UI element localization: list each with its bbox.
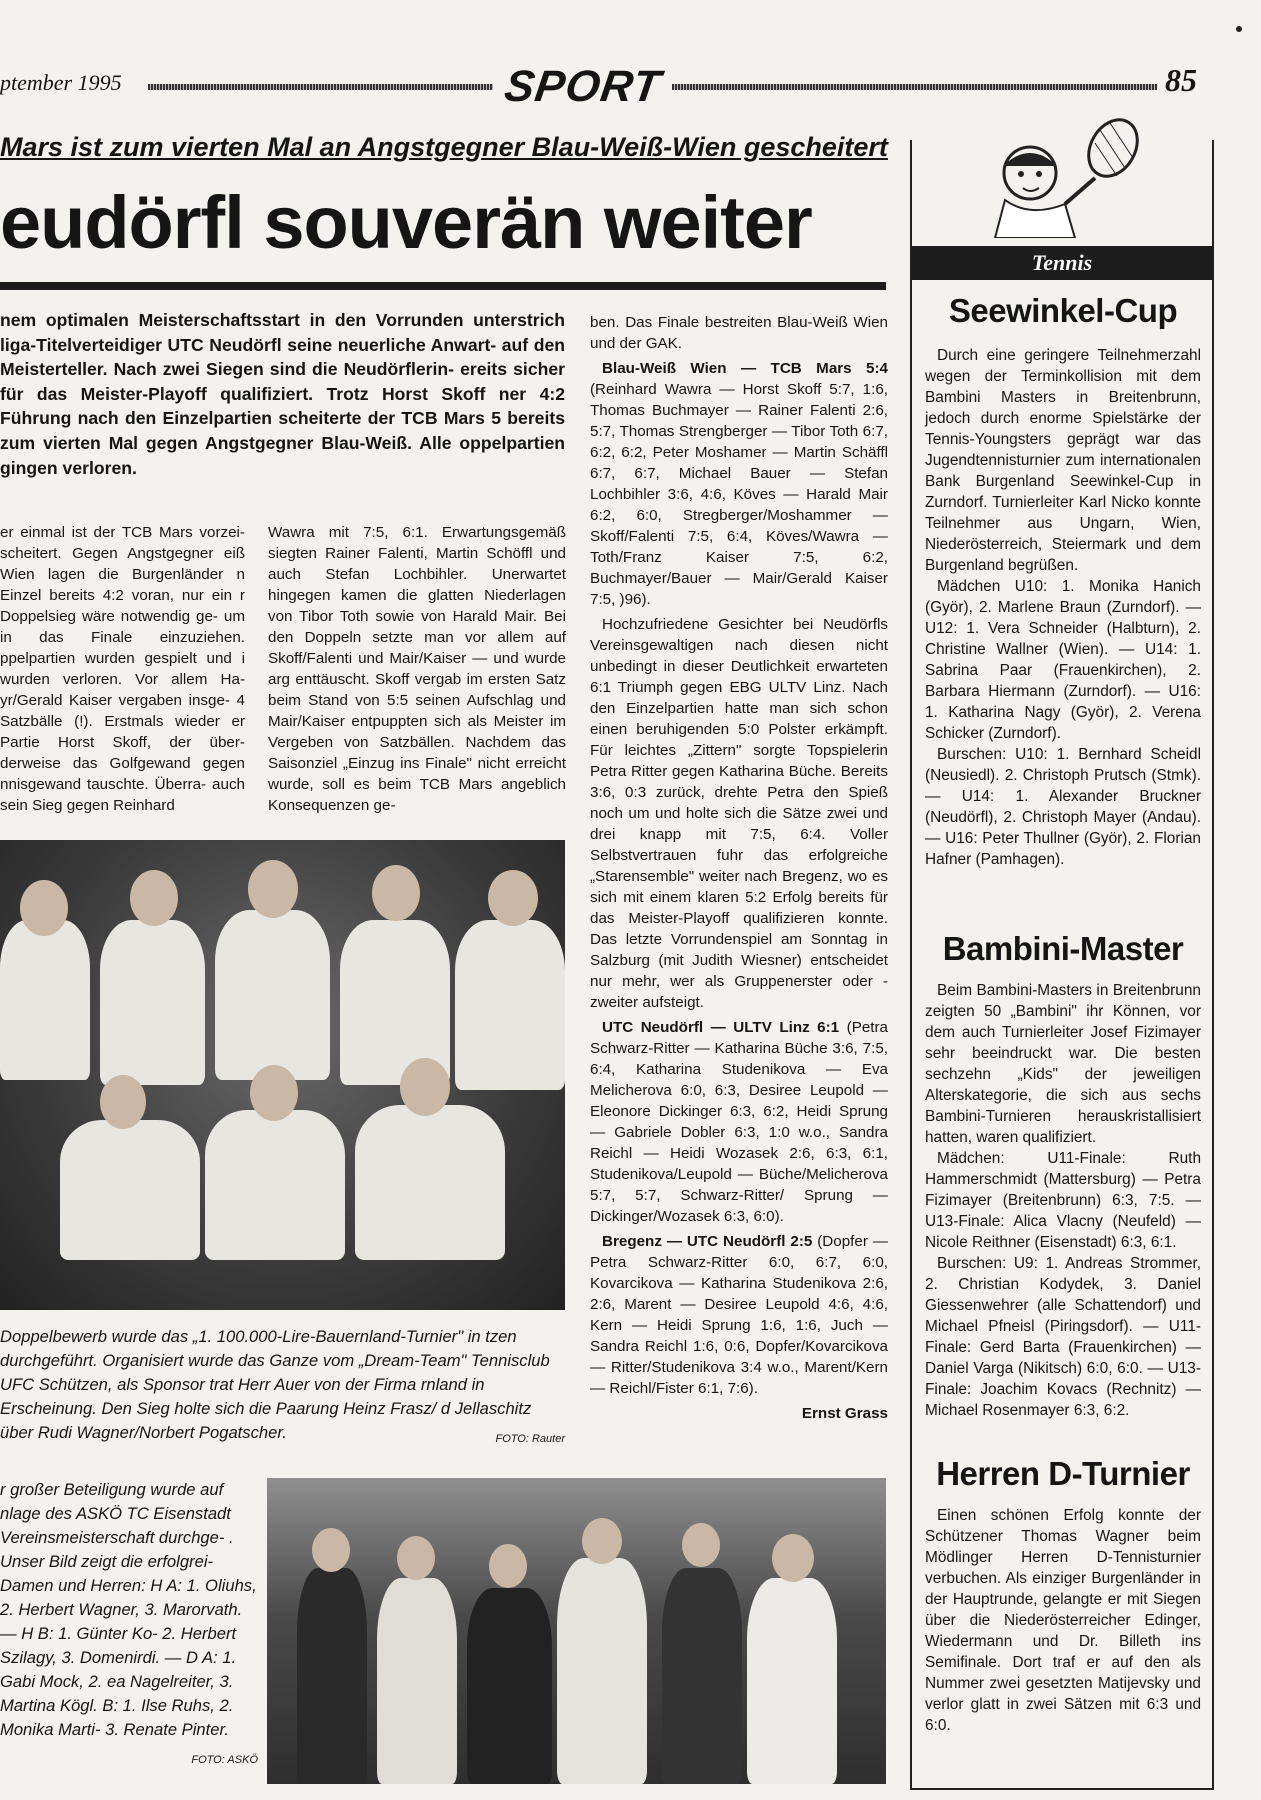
seewinkel-intro: Durch eine geringere Teilnehmerzahl wegen der Terminkollision mit dem Bambini Masters in Breitenbrunn, jedoch durch enorme Spielstärke der Tennis-Youngsters geprägt war das Jugendtennisturnier zum internationalen Bank Burgenland Seewinkel-Cup in Zurndorf. Turnierleiter Karl Nicko konnte Teilnehmer aus Ungarn, Wien, Niederösterreich, Steiermark und dem Burgenland begrüßen.	[925, 347, 1201, 574]
seewinkel-girls-results: Mädchen U10: 1. Monika Hanich (Györ), 2. Marlene Braun (Zurndorf). — U12: 1. Vera Schneider (Halbturn), 2. Christine Wallner (Wien). — U14: 1. Sabrina Paar (Frauenkirchen), 2. Barbara Hiermann (Zurndorf). — U16: 1. Katharina Nagy (Györ), 2. Verena Schicker (Zurndorf).	[925, 578, 1201, 742]
sidebar-heading-seewinkel: Seewinkel-Cup	[948, 292, 1178, 329]
header-rule-right	[672, 84, 1157, 90]
sidebar-heading-herren: Herren D-Turnier	[936, 1455, 1190, 1492]
photo-2-credit: FOTO: ASKÖ	[191, 1754, 258, 1766]
header-rule-left	[148, 84, 493, 90]
column-3-intro: ben. Das Finale bestreiten Blau-Weiß Wien und der GAK.	[590, 314, 888, 352]
sidebar-heading-bambini: Bambini-Master	[942, 930, 1184, 967]
photo-1-caption-text: Doppelbewerb wurde das „1. 100.000-Lire-Bauernland-Turnier" in tzen durchgeführt. Organisiert wurde das Ganze vom „Dream-Team" Tennisclub UFC Schützen, als Sponsor trat Herr Auer von der Firma rnland in Erscheinung. Den Sieg holte sich die Paarung Heinz Frasz/ d Jellaschitz über Rudi Wagner/Norbert Pogatscher.	[0, 1327, 550, 1442]
article-headline: eudörfl souverän weiter	[0, 181, 812, 264]
page-number: 85	[1165, 62, 1197, 98]
match-details-3: (Dopfer — Petra Schwarz-Ritter 6:0, 6:7, 6:0, Kovarcikova — Katharina Studenikova 2:6, 2:6, Marent — Desiree Leupold 4:6, 4:6, Kern — Heidi Sprung 1:6, 1:6, Juch — Sandra Reichl 1:6, 0:6, Dopfer/Kovarcikova — Ritter/Studenikova 3:4 w.o., Marent/Kern — Reichl/Fister 6:1, 7:6).	[590, 1233, 888, 1397]
seewinkel-boys-results: Burschen: U10: 1. Bernhard Scheidl (Neusiedl). 2. Christoph Prutsch (Stmk). — U14: 1. Alexander Bruckner (Neudörfl), 2. Christoph Mayer (Andau). — U16: Peter Thullner (Györ), 2. Florian Hafner (Pamhagen).	[925, 746, 1201, 868]
bambini-boys-results: Burschen: U9: 1. Andreas Strommer, 2. Christian Kodydek, 3. Daniel Giessenwehrer (alle Schattendorf) und Michael Pfneisl (Piringsdorf). — U11-Finale: Gerd Barta (Frauenkirchen) — Daniel Varga (Nikitsch) 6:0, 6:0. — U13-Finale: Joachim Kovacs (Rechnitz) — Michael Rosenmayer 6:3, 6:2.	[925, 1255, 1201, 1419]
column-3-body: Hochzufriedene Gesichter bei Neudörfls Vereinsgewaltigen nach diesen nicht unbedingt in dieser Deutlichkeit erwarteten 6:1 Triumph gegen EBG ULTV Linz. Nach den Einzelpartien hatte man sich schon einen beruhigenden 5:0 Polster erkämpft. Für leichtes „Zittern" sorgte Topspielerin Petra Ritter gegen Katharina Büche. Bereits 3:6, 0:3 zurück, drehte Petra den Spieß noch um und holte sich die Sätze zwei und drei knapp mit 7:5, 6:4. Voller Selbstvertrauen fuhr das erfolgreiche „Starensemble" weiter nach Bregenz, wo es sich mit einem klaren 5:2 Erfolg bereits für das Meister-Playoff qualifizieren konnte. Das letzte Vorrundenspiel am Sonntag in Salzburg (mit Judith Wiesner) entscheidet nur mehr, wer als Gruppenerster oder - zweiter aufsteigt.	[590, 616, 888, 1011]
match-details-1: (Reinhard Wawra — Horst Skoff 5:7, 1:6, Thomas Buchmayer — Rainer Falenti 2:6, 5:7, Thomas Strengberger — Tibor Toth 6:7, 6:2, 6:2, Peter Moshamer — Martin Schäffl 6:7, 6:7, Michael Bauer — Stefan Lochbihler 3:6, 4:6, Köves — Harald Mair 6:2, 6:0, Stregberger/Moshammer — Skoff/Falenti 7:5, 6:4, Köves/Wawra — Toth/Franz Kaiser 7:5, 6:2, Buchmayer/Bauer — Mair/Gerald Kaiser 7:5, )96).	[590, 381, 888, 608]
match-title-2: UTC Neudörfl — ULTV Linz 6:1	[602, 1019, 840, 1036]
article-lead: nem optimalen Meisterschaftsstart in den Vorrunden unterstrich liga-Titelverteidiger UTC Neudörfl seine neuerliche Anwart- auf den Meisterteller. Nach zwei Siegen sind die Neudörflerin- ereits sicher für das Meister-Playoff qualifiziert. Trotz Horst Skoff ner 4:2 Führung nach den Einzelpartien scheiterte der TCB Mars 5 bereits zum vierten Mal gegen Angstgegner Blau-Weiß. Alle oppelpartien gingen verloren.	[0, 310, 565, 478]
column-1-text: er einmal ist der TCB Mars vorzei- scheitert. Gegen Angstgegner eiß Wien lagen die Burgenländer n Einzel bereits 4:2 voran, nur ein r Doppelsieg wäre notwendig ge- um in das Finale einzuziehen. ppelpartien wurden gespielt und i wurden verloren. Vor allem Ha- yr/Gerald Kaiser vergaben insge- 4 Satzbälle (!). Erstmals wieder er Partie Horst Skoff, der über- derweise das Golfgewand gegen nnisgewand tauschte. Überra- auch sein Sieg gegen Reinhard	[0, 524, 245, 814]
section-title: SPORT	[501, 62, 665, 111]
article-column-1	[0, 522, 245, 820]
bambini-girls-results: Mädchen: U11-Finale: Ruth Hammerschmidt (Mattersburg) — Petra Fizimayer (Breitenbrunn) 6:3, 7:5. — U13-Finale: Alica Vlacny (Neufeld) — Nicole Reithner (Eisenstadt) 6:3, 6:1.	[925, 1150, 1201, 1251]
match-result-3	[590, 1231, 888, 1399]
photo-1-credit: FOTO: Rauter	[495, 1433, 565, 1445]
match-result-1	[590, 358, 888, 610]
match-title-1: Blau-Weiß Wien — TCB Mars 5:4	[602, 360, 888, 377]
issue-date: ptember 1995	[0, 70, 122, 95]
match-title-3: Bregenz — UTC Neudörfl 2:5	[602, 1233, 813, 1250]
team-photo	[0, 840, 565, 1310]
photo-1-caption	[0, 1325, 565, 1451]
tennis-banner: Tennis	[912, 246, 1212, 280]
headline-rule	[0, 282, 886, 290]
photo-2-caption-text: r großer Beteiligung wurde auf nlage des ASKÖ TC Eisenstadt Vereinsmeisterschaft durchge- . Unser Bild zeigt die erfolgrei- Damen und Herren: H A: 1. Oliuhs, 2. Herbert Wagner, 3. Marorvath. — H B: 1. Günter Ko- 2. Herbert Szilagy, 3. Domenirdi. — D A: 1. Gabi Mock, 2. ea Nagelreiter, 3. Martina Kögl. B: 1. Ilse Ruhs, 2. Monika Marti- 3. Renate Pinter.	[0, 1480, 257, 1739]
herren-text: Einen schönen Erfolg konnte der Schützener Thomas Wagner beim Mödlinger Herren D-Tennisturnier verbuchen. Als einziger Burgenländer in der Hauptrunde, gelangte er mit Siegen über die Niederösterreicher Edinger, Wiedermann und Dr. Billeth ins Semifinale. Dort traf er auf den als Nummer zwei gesetzten Matijevsky und verlor glatt in zwei Sätzen mit 6:3 und 6:0.	[925, 1507, 1201, 1734]
article-column-2	[268, 522, 566, 820]
article-kicker: Mars ist zum vierten Mal an Angstgegner Blau-Weiß-Wien gescheitert	[0, 132, 888, 162]
sidebar-text-herren	[925, 1505, 1201, 1736]
championship-photo	[267, 1478, 886, 1784]
article-author: Ernst Grass	[801, 1405, 888, 1422]
bambini-intro: Beim Bambini-Masters in Breitenbrunn zeigten 50 „Bambini" ihr Können, vor dem auch Turnierleiter Josef Fizimayer sehr beeindruckt war. Die besten sechzehn „Kids" der jeweiligen Alterskategorie, die sich aus sechs Bambini-Turnieren herauskristallisiert hatten, waren qualifiziert.	[925, 982, 1201, 1146]
tennis-player-icon	[945, 118, 1145, 238]
photo-2-caption	[0, 1478, 258, 1772]
margin-mark	[1236, 26, 1242, 32]
column-2-text: Wawra mit 7:5, 6:1. Erwartungsgemäß siegten Rainer Falenti, Martin Schöffl und auch Stefan Lochbihler. Unerwartet hingegen kamen die glatten Niederlagen von Tibor Toth sowie von Harald Mair. Bei den Doppeln setzte man vor allem auf Skoff/Falenti und Mair/Kaiser — und wurde arg enttäuscht. Skoff vergab im ersten Satz beim Stand von 5:5 seinen Aufschlag und Mair/Kaiser entpuppten sich als Meister im Vergeben von Satzbällen. Nachdem das Saisonziel „Einzug ins Finale" nicht erreicht wurde, soll es beim TCB Mars angeblich Konsequenzen ge-	[268, 524, 566, 814]
sidebar-text-bambini	[925, 980, 1201, 1421]
match-result-2	[590, 1017, 888, 1227]
match-details-2: (Petra Schwarz-Ritter — Katharina Büche 3:6, 7:5, 6:4, Katharina Studenikova — Eva Melicherova 6:0, 6:3, Desiree Leupold — Eleonore Dickinger 6:3, 6:2, Heidi Sprung — Gabriele Dobler 6:3, 1:0 w.o., Sandra Reichl — Heidi Wozasek 2:6, 6:3, 6:1, Studenikova/Leupold — Büche/Melicherova 5:7, 5:7, Schwarz-Ritter/ Sprung — Dickinger/Wozasek 6:3, 6:0).	[590, 1019, 888, 1225]
sidebar-text-seewinkel	[925, 345, 1201, 870]
article-column-3	[590, 312, 888, 1424]
